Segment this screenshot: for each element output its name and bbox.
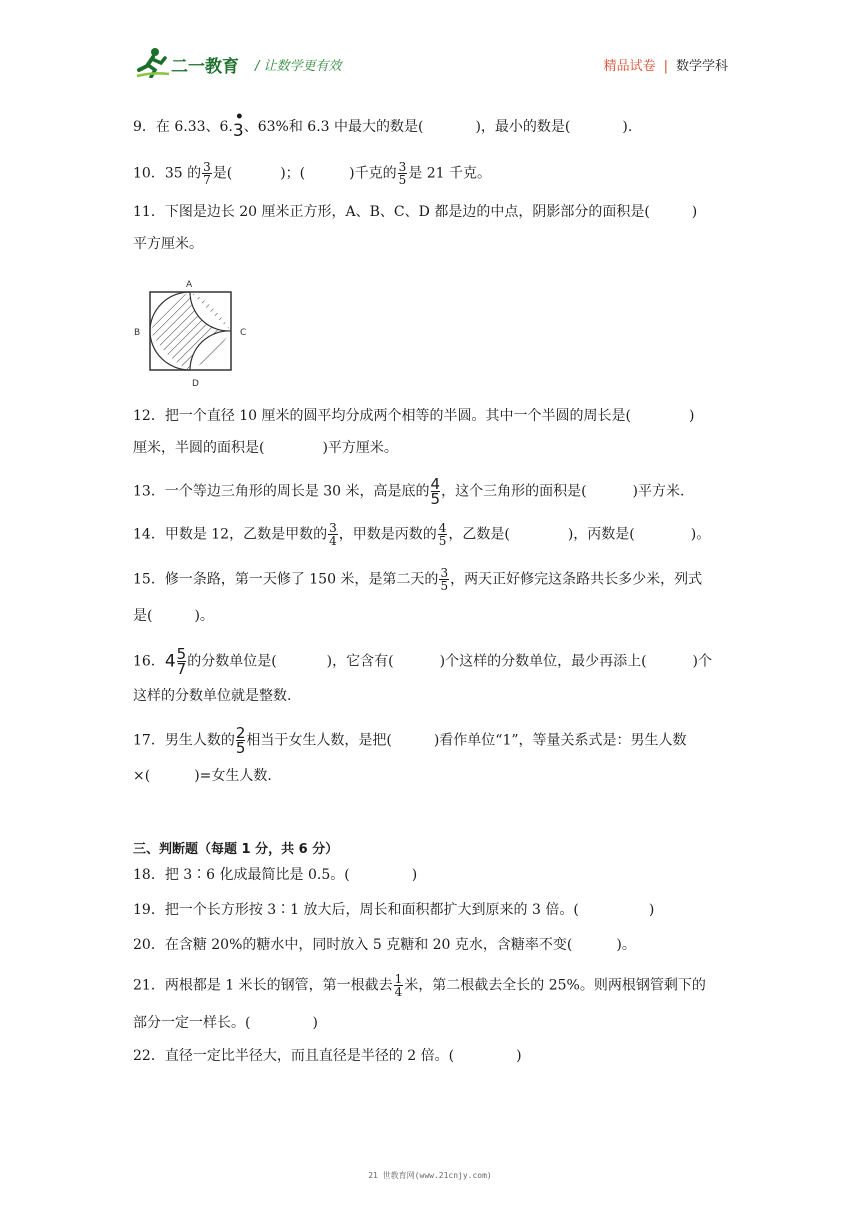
fraction-denominator: 5 (440, 579, 449, 593)
fraction (177, 647, 187, 676)
section-title: 三、判断题（每题 1 分，共 6 分） (133, 842, 339, 857)
q21-line2a: 部分一定一样长。( (133, 1015, 251, 1031)
q15-line2b: )。 (194, 608, 214, 624)
question-21 (133, 973, 706, 998)
question-15 (133, 567, 702, 592)
fraction (328, 522, 338, 547)
question-20 (133, 935, 636, 955)
fraction-numerator: 1 (394, 972, 403, 986)
fraction (236, 726, 246, 755)
question-9 (133, 109, 633, 141)
q14-text-a: 14．甲数是 12，乙数是甲数的 (133, 526, 328, 543)
q11-line1-end: ) (691, 204, 698, 220)
shaded-square-diagram (128, 275, 258, 390)
runner-logo-icon (135, 46, 171, 78)
q16-text-e: )个 (692, 653, 713, 670)
question-17 (133, 726, 687, 755)
q18-text-a: 18．把 3∶6 化成最简比是 0.5。( (133, 867, 350, 883)
q16-text-c: )，它含有( (326, 653, 394, 670)
q9-text-d: ). (622, 119, 633, 135)
brand-logo (135, 46, 245, 80)
q19-text-b: ) (648, 902, 655, 918)
fraction (394, 973, 404, 998)
question-10 (133, 161, 491, 186)
q18-text-b: ) (411, 867, 418, 883)
fraction-numerator: 2 (235, 724, 246, 742)
fraction (398, 161, 408, 186)
q17-text-b: 相当于女生人数，是把( (246, 732, 392, 749)
q16-text-a: 16． (133, 653, 165, 670)
fraction-denominator: 5 (235, 739, 246, 757)
fraction (438, 522, 448, 547)
question-12 (133, 406, 694, 426)
slogan: / 让数学更有效 (255, 59, 342, 74)
q14-text-c: ，乙数是( (448, 526, 510, 543)
header-subject (604, 55, 728, 74)
fraction-numerator: 4 (430, 475, 441, 493)
q16-text-b: 的分数单位是( (187, 653, 277, 670)
fraction-denominator: 5 (430, 490, 441, 508)
q12-line1-end: ) (689, 408, 695, 424)
q13-text-b: ，这个三角形的面积是( (441, 483, 587, 500)
page-footer: 21 世教育网(www.21cnjy.com) (368, 1171, 492, 1180)
label-a: A (186, 280, 193, 290)
question-22 (133, 1046, 522, 1066)
fraction-denominator: 5 (398, 173, 407, 187)
logo-text: 二一教育 (171, 57, 239, 77)
q13-text-a: 13．一个等边三角形的周长是 30 米，高是底的 (133, 483, 430, 500)
q12-line2a: 厘米，半圆的面积是( (133, 440, 265, 456)
q19-text-a: 19．把一个长方形按 3∶1 放大后，周长和面积都扩大到原来的 3 倍。( (133, 902, 579, 918)
square-figure (128, 275, 258, 390)
q17-line2a: ×( (133, 768, 151, 784)
fraction-denominator: 4 (394, 985, 403, 999)
q14-text-e: )。 (690, 526, 711, 543)
fraction (202, 161, 212, 186)
label-d: D (192, 379, 199, 389)
q10-text-d: )千克的 (349, 165, 397, 182)
q11-line2: 平方厘米。 (133, 236, 203, 252)
q9-text-a: 9．在 6.33、6. (133, 119, 233, 135)
q22-text-a: 22．直径一定比半径大，而且直径是半径的 2 倍。( (133, 1048, 455, 1064)
q22-text-b: ) (516, 1048, 522, 1064)
question-13 (133, 477, 684, 506)
q13-text-c: )平方米. (632, 483, 685, 500)
question-16-cont (133, 686, 291, 706)
question-16 (133, 647, 712, 676)
q14-text-d: )，丙数是( (567, 526, 635, 543)
fraction-numerator: 3 (398, 160, 407, 174)
question-19 (133, 900, 654, 920)
q21-text-a: 21．两根都是 1 米长的钢管，第一根截去 (133, 977, 393, 994)
q16-text-d: )个这样的分数单位，最少再添上( (439, 653, 647, 670)
question-15-cont (133, 606, 214, 626)
question-21-cont (133, 1013, 318, 1033)
fraction-numerator: 3 (440, 566, 449, 580)
q20-text-b: )。 (616, 937, 636, 953)
fraction-numerator: 3 (203, 160, 211, 174)
q15-line2a: 是( (133, 608, 153, 624)
q14-text-b: ，甲数是丙数的 (338, 526, 437, 543)
q12-line2b: )平方厘米。 (322, 440, 398, 456)
q10-text-a: 10．35 的 (133, 165, 202, 182)
question-11-cont (133, 234, 203, 254)
q9-text-b: 、63%和 6.3 中最大的数是( (243, 119, 424, 135)
q16-line2: 这样的分数单位就是整数. (133, 688, 292, 704)
header-label-subject: 数学学科 (675, 59, 728, 74)
q10-text-b: 是( (212, 165, 233, 182)
q17-text-a: 17．男生人数的 (133, 732, 235, 749)
q15-text-b: ，两天正好修完这条路共长多少米，列式 (450, 571, 703, 588)
q17-text-c: )看作单位“1”，等量关系式是：男生人数 (433, 732, 687, 749)
q21-line2b: ) (312, 1015, 318, 1031)
label-c: C (240, 328, 247, 338)
q15-text-a: 15．修一条路，第一天修了 150 米，是第二天的 (133, 571, 439, 588)
fraction-denominator: 7 (203, 173, 211, 187)
fraction-numerator: 5 (176, 645, 187, 663)
question-14 (133, 522, 710, 547)
mixed-number-whole: 4 (164, 651, 176, 672)
q10-text-c: )；( (280, 165, 306, 182)
question-11 (133, 202, 697, 222)
question-18 (133, 865, 417, 885)
q12-line1: 12．把一个直径 10 厘米的圆平均分成两个相等的半圆。其中一个半圆的周长是( (133, 408, 631, 424)
question-17-cont (133, 766, 272, 786)
header-label-premium: 精品试卷 (603, 59, 656, 74)
header-separator: | (663, 59, 668, 74)
q9-text-c: )，最小的数是( (475, 119, 571, 135)
page-header (0, 0, 860, 100)
q20-text-a: 20．在含糖 20%的糖水中，同时放入 5 克糖和 20 克水，含糖率不变( (133, 937, 573, 953)
question-12-cont (133, 438, 398, 458)
q11-line1: 11．下图是边长 20 厘米正方形，A、B、C、D 都是边的中点，阴影部分的面积是( (133, 204, 650, 220)
fraction (431, 477, 441, 506)
q10-text-e: 是 21 千克。 (408, 165, 491, 182)
label-b: B (134, 328, 141, 338)
repeating-decimal: • 3 (232, 109, 244, 141)
fraction-denominator: 7 (176, 660, 187, 678)
fraction-numerator: 3 (329, 521, 337, 535)
fraction-denominator: 4 (329, 534, 337, 548)
q17-line2b: )=女生人数. (194, 768, 272, 784)
fraction (439, 567, 449, 592)
q21-text-b: 米，第二根截去全长的 25%。则两根钢管剩下的 (404, 977, 706, 994)
q9-repeat-digit: 3 (232, 121, 244, 141)
fraction-denominator: 5 (438, 534, 447, 548)
fraction-numerator: 4 (438, 521, 447, 535)
